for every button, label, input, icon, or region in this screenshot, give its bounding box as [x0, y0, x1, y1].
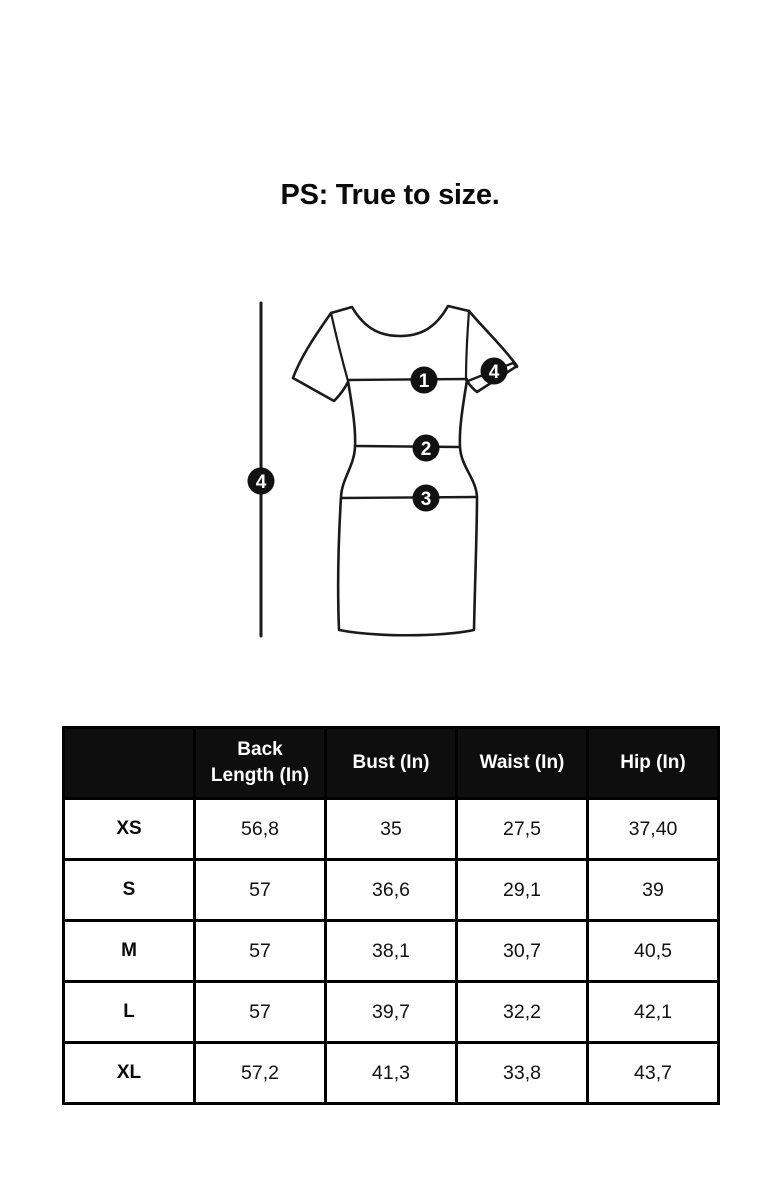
page-title: PS: True to size.: [280, 179, 500, 211]
table-row-xl: [64, 1043, 719, 1104]
s-waist: 29,1: [457, 860, 588, 921]
header-cell-back-length: Back Length (In): [195, 728, 326, 799]
bust-measure-line: [348, 379, 467, 380]
size-label-xs: XS: [64, 799, 195, 860]
header-row: [64, 728, 719, 799]
l-waist: 32,2: [457, 982, 588, 1043]
xs-hip: 37,40: [588, 799, 719, 860]
marker-waist: [413, 435, 440, 462]
l-hip: 42,1: [588, 982, 719, 1043]
size-label-xl: XL: [64, 1043, 195, 1104]
hip-measure-line: [342, 497, 477, 498]
table-row-l: [64, 982, 719, 1043]
l-back-length: 57: [195, 982, 326, 1043]
s-bust: 36,6: [326, 860, 457, 921]
size-label-s: S: [64, 860, 195, 921]
size-chart-table: [62, 726, 720, 1105]
xl-back-length: 57,2: [195, 1043, 326, 1104]
s-hip: 39: [588, 860, 719, 921]
dress-left-sleeve: [293, 313, 348, 401]
marker-bust: [411, 367, 438, 394]
xs-bust: 35: [326, 799, 457, 860]
marker-sleeve: [481, 358, 508, 385]
xl-waist: 33,8: [457, 1043, 588, 1104]
xs-back-length: 56,8: [195, 799, 326, 860]
marker-sleeve-number: 4: [488, 362, 500, 383]
size-label-l: L: [64, 982, 195, 1043]
table-row-s: [64, 860, 719, 921]
dress-neckline: [331, 306, 469, 336]
l-bust: 39,7: [326, 982, 457, 1043]
waist-measure-line: [356, 446, 459, 447]
m-waist: 30,7: [457, 921, 588, 982]
marker-bust-number: 1: [418, 371, 430, 392]
header-cell-waist: Waist (In): [457, 728, 588, 799]
marker-waist-number: 2: [420, 439, 432, 460]
table-row-m: [64, 921, 719, 982]
xl-bust: 41,3: [326, 1043, 457, 1104]
m-hip: 40,5: [588, 921, 719, 982]
m-bust: 38,1: [326, 921, 457, 982]
dress-body-outline: [338, 380, 477, 635]
size-chart-header: [64, 728, 719, 799]
marker-hip-number: 3: [420, 489, 432, 510]
marker-hip: [413, 485, 440, 512]
header-cell-empty: [64, 728, 195, 799]
marker-back-length: [248, 468, 275, 495]
header-cell-bust: Bust (In): [326, 728, 457, 799]
marker-back-length-number: 4: [255, 472, 267, 493]
m-back-length: 57: [195, 921, 326, 982]
table-row-xs: [64, 799, 719, 860]
xs-waist: 27,5: [457, 799, 588, 860]
xl-hip: 43,7: [588, 1043, 719, 1104]
size-label-m: M: [64, 921, 195, 982]
s-back-length: 57: [195, 860, 326, 921]
header-cell-hip: Hip (In): [588, 728, 719, 799]
